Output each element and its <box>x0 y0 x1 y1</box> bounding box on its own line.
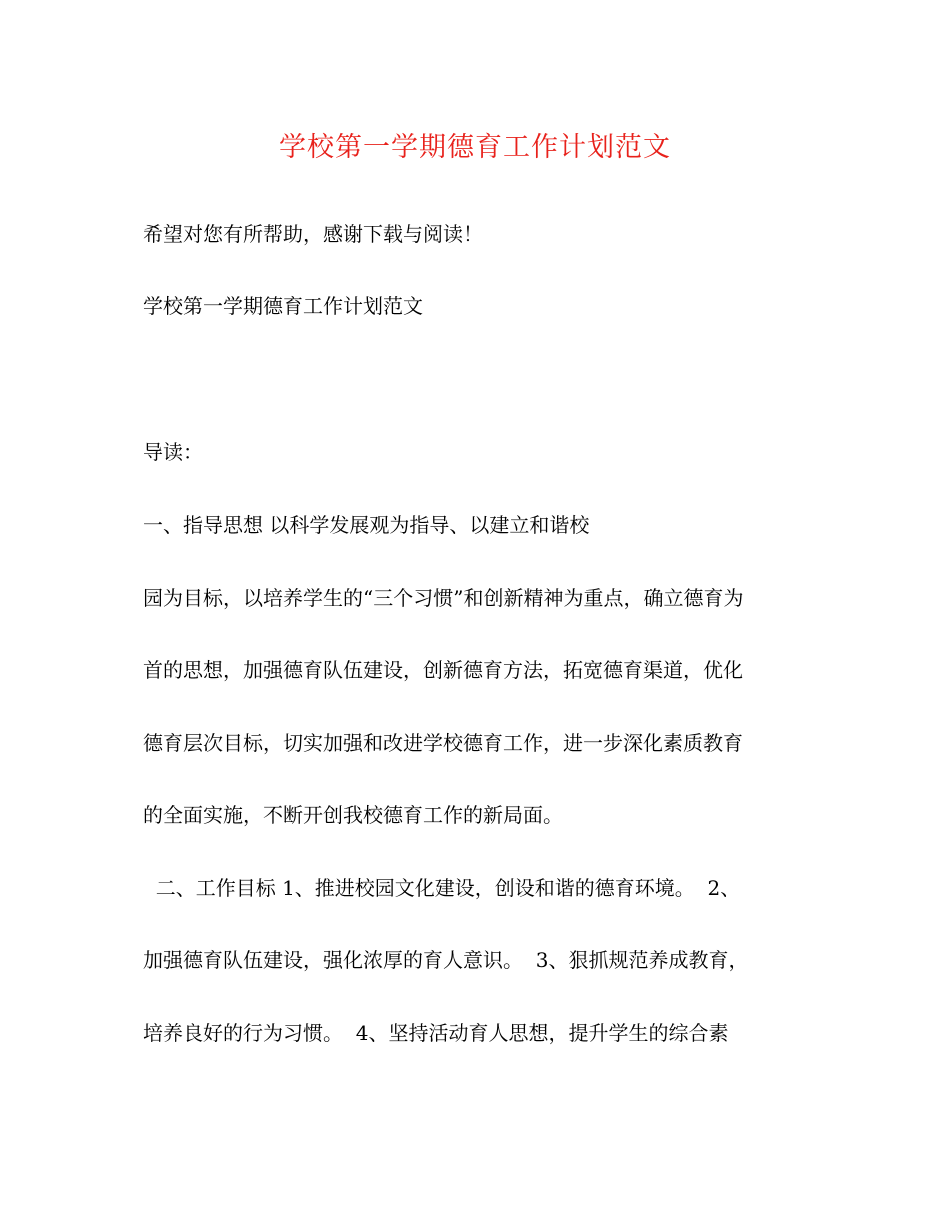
subtitle-line: 学校第一学期德育工作计划范文 <box>143 294 423 318</box>
body-line: 培养良好的行为习惯。 4、坚持活动育人思想，提升学生的综合素 <box>143 1021 729 1045</box>
body-line: 园为目标，以培养学生的“三个习惯”和创新精神为重点，确立德育为 <box>143 586 744 610</box>
body-line: 二、工作目标 1、推进校园文化建设，创设和谐的德育环境。 2、 <box>143 876 741 900</box>
guide-label: 导读： <box>143 440 203 464</box>
body-line: 加强德育队伍建设，强化浓厚的育人意识。 3、狠抓规范养成教育， <box>143 948 749 972</box>
document-title: 学校第一学期德育工作计划范文 <box>279 132 671 163</box>
body-line: 的全面实施，不断开创我校德育工作的新局面。 <box>143 803 563 827</box>
body-line: 一、指导思想 以科学发展观为指导、以建立和谐校 <box>143 513 590 537</box>
intro-line: 希望对您有所帮助，感谢下载与阅读！ <box>143 222 483 246</box>
body-line: 德育层次目标，切实加强和改进学校德育工作，进一步深化素质教育 <box>143 731 743 755</box>
body-line: 首的思想，加强德育队伍建设，创新德育方法，拓宽德育渠道，优化 <box>143 658 743 682</box>
